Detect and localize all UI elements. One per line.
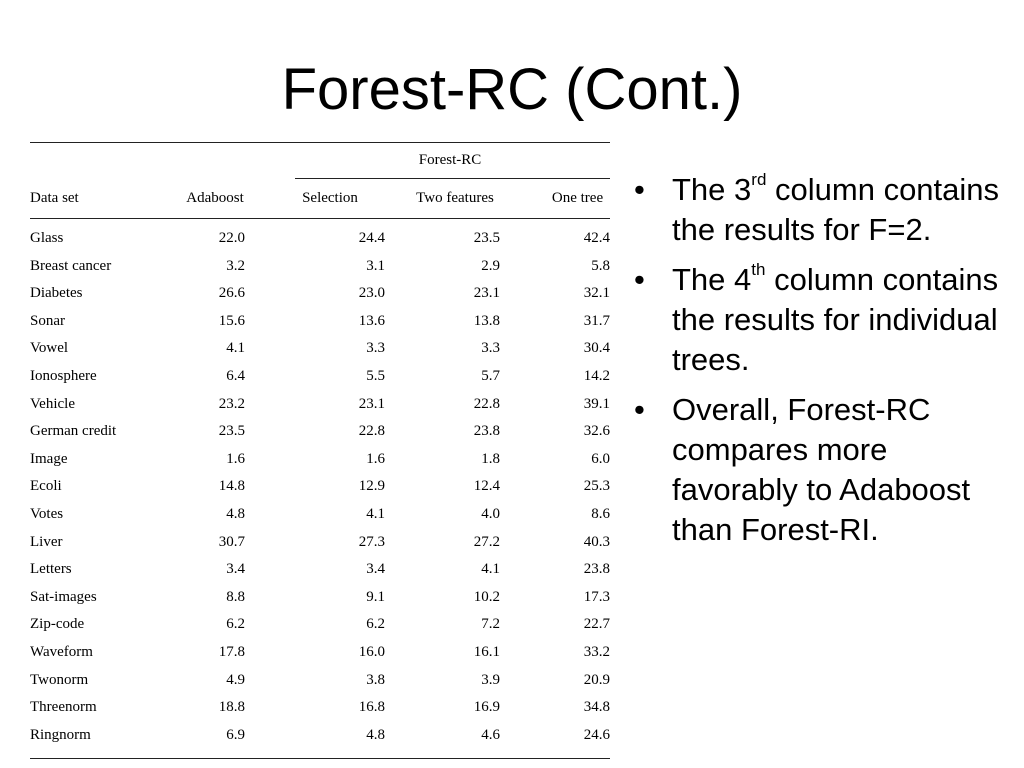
bullet-text: The 3	[672, 172, 752, 207]
error-rate-cell: 1.8	[481, 450, 500, 467]
error-rate-cell: 13.6	[358, 312, 385, 329]
error-rate-cell: 26.6	[218, 285, 245, 302]
error-rate-cell: 18.8	[218, 699, 245, 716]
table-row	[30, 644, 610, 664]
error-rate-cell: 13.8	[473, 312, 500, 329]
dataset-name-cell: Vowel	[30, 340, 69, 357]
error-rate-cell: 22.0	[218, 230, 245, 246]
dataset-name-cell: Zip-code	[30, 616, 85, 633]
dataset-name-cell: Diabetes	[30, 285, 83, 302]
error-rate-cell: 23.5	[473, 230, 500, 246]
table-row	[30, 534, 610, 554]
error-rate-cell: 6.2	[366, 616, 385, 633]
error-rate-cell: 16.9	[473, 699, 500, 716]
error-rate-cell: 23.8	[473, 423, 500, 440]
error-rate-cell: 3.2	[226, 257, 245, 274]
error-rate-cell: 23.1	[473, 285, 500, 302]
table-row	[30, 561, 610, 581]
error-rate-cell: 10.2	[473, 588, 500, 605]
error-rate-cell: 24.4	[358, 230, 385, 246]
error-rate-cell: 9.1	[366, 588, 385, 605]
error-rate-cell: 30.7	[218, 533, 245, 550]
header-two-features: Two features	[416, 190, 494, 206]
bullet-text: Overall, Forest-RC compares more favorably to Adaboost than Forest-RI.	[672, 392, 971, 547]
error-rate-cell: 17.3	[583, 588, 610, 605]
dataset-name-cell: Image	[30, 450, 68, 467]
error-rate-cell: 27.3	[358, 533, 385, 550]
error-rate-cell: 4.8	[366, 726, 385, 743]
error-rate-cell: 16.0	[358, 644, 385, 660]
table-row	[30, 616, 610, 636]
error-rate-cell: 8.6	[591, 506, 610, 522]
bullet-dot-icon: •	[634, 392, 645, 427]
bullet-dot-icon: •	[634, 262, 645, 297]
dataset-name-cell: Breast cancer	[30, 257, 112, 274]
slide-title: Forest-RC (Cont.)	[281, 57, 743, 122]
group-header-rule	[295, 178, 610, 179]
error-rate-cell: 1.6	[366, 450, 385, 467]
bullet-item	[628, 170, 1018, 250]
header-one-tree: One tree	[551, 190, 604, 206]
error-rate-cell: 23.5	[218, 423, 245, 440]
error-rate-cell: 40.3	[583, 533, 610, 550]
results-table	[30, 142, 610, 760]
dataset-name-cell: Twonorm	[30, 671, 89, 688]
error-rate-cell: 14.8	[218, 478, 245, 495]
dataset-name-cell: Sat-images	[30, 588, 97, 605]
header-selection: Selection	[302, 190, 358, 206]
error-rate-cell: 14.2	[583, 368, 610, 384]
table-row	[30, 285, 610, 305]
error-rate-cell: 22.7	[583, 616, 610, 633]
error-rate-cell: 25.3	[583, 478, 610, 495]
dataset-name-cell: Sonar	[30, 312, 65, 329]
dataset-name-cell: Votes	[30, 506, 64, 522]
table-row	[30, 727, 610, 747]
error-rate-cell: 12.4	[473, 478, 500, 495]
dataset-name-cell: Letters	[30, 561, 72, 578]
error-rate-cell: 5.8	[591, 257, 610, 274]
bullet-list	[628, 170, 1018, 560]
table-row	[30, 368, 610, 388]
error-rate-cell: 6.2	[226, 616, 245, 633]
table-row	[30, 423, 610, 443]
table-header-rule	[30, 218, 610, 219]
error-rate-cell: 3.1	[366, 257, 385, 274]
dataset-name-cell: Ecoli	[30, 478, 62, 495]
error-rate-cell: 39.1	[583, 395, 610, 412]
error-rate-cell: 16.1	[473, 644, 500, 660]
error-rate-cell: 32.6	[583, 423, 610, 440]
table-row	[30, 451, 610, 471]
error-rate-cell: 24.6	[583, 726, 610, 743]
error-rate-cell: 15.6	[218, 312, 245, 329]
bullet-dot-icon: •	[634, 172, 645, 207]
table-row	[30, 258, 610, 278]
error-rate-cell: 4.8	[226, 506, 245, 522]
error-rate-cell: 4.0	[481, 506, 500, 522]
error-rate-cell: 5.7	[481, 368, 500, 384]
error-rate-cell: 4.9	[226, 671, 245, 688]
error-rate-cell: 34.8	[583, 699, 610, 716]
bullet-text-rest: column contains the results for F=2.	[672, 172, 1000, 247]
error-rate-cell: 23.0	[358, 285, 385, 302]
error-rate-cell: 31.7	[583, 312, 610, 329]
error-rate-cell: 3.8	[366, 671, 385, 688]
dataset-name-cell: Glass	[30, 230, 64, 246]
error-rate-cell: 20.9	[583, 671, 610, 688]
error-rate-cell: 3.9	[481, 671, 500, 688]
bullet-text-rest: column contains the results for individual trees.	[672, 262, 999, 377]
error-rate-cell: 33.2	[583, 644, 610, 660]
error-rate-cell: 3.3	[366, 340, 385, 357]
bullet-item	[628, 390, 1018, 550]
dataset-name-cell: Ionosphere	[30, 368, 97, 384]
group-header-forest-rc: Forest-RC	[418, 152, 482, 168]
table-row	[30, 313, 610, 333]
error-rate-cell: 23.2	[218, 395, 245, 412]
header-adaboost: Adaboost	[186, 190, 244, 206]
error-rate-cell: 27.2	[473, 533, 500, 550]
bullet-text: The 4	[672, 262, 752, 297]
table-row	[30, 478, 610, 498]
error-rate-cell: 4.1	[481, 561, 500, 578]
dataset-name-cell: Ringnorm	[30, 726, 91, 743]
error-rate-cell: 32.1	[583, 285, 610, 302]
table-row	[30, 589, 610, 609]
dataset-name-cell: Vehicle	[30, 395, 75, 412]
table-row	[30, 396, 610, 416]
table-row	[30, 506, 610, 526]
dataset-name-cell: Threenorm	[30, 699, 97, 716]
bullet-item	[628, 260, 1018, 380]
error-rate-cell: 6.4	[226, 368, 245, 384]
table-row	[30, 672, 610, 692]
error-rate-cell: 16.8	[358, 699, 385, 716]
error-rate-cell: 4.6	[481, 726, 500, 743]
error-rate-cell: 23.1	[358, 395, 385, 412]
table-row	[30, 230, 610, 250]
error-rate-cell: 30.4	[583, 340, 610, 357]
error-rate-cell: 3.4	[366, 561, 385, 578]
error-rate-cell: 12.9	[358, 478, 385, 495]
table-row	[30, 340, 610, 360]
dataset-name-cell: Liver	[30, 533, 63, 550]
error-rate-cell: 5.5	[366, 368, 385, 384]
error-rate-cell: 42.4	[583, 230, 610, 246]
ordinal-suffix: rd	[751, 169, 767, 189]
error-rate-cell: 22.8	[358, 423, 385, 440]
error-rate-cell: 2.9	[481, 257, 500, 274]
table-top-rule	[30, 142, 610, 143]
dataset-name-cell: Waveform	[30, 644, 93, 660]
error-rate-cell: 3.3	[481, 340, 500, 357]
ordinal-suffix: th	[751, 259, 766, 279]
error-rate-cell: 4.1	[366, 506, 385, 522]
error-rate-cell: 6.0	[591, 450, 610, 467]
error-rate-cell: 4.1	[226, 340, 245, 357]
error-rate-cell: 7.2	[481, 616, 500, 633]
table-row	[30, 699, 610, 719]
error-rate-cell: 17.8	[218, 644, 245, 660]
error-rate-cell: 23.8	[583, 561, 610, 578]
error-rate-cell: 8.8	[226, 588, 245, 605]
error-rate-cell: 1.6	[226, 450, 245, 467]
table-bottom-rule	[30, 758, 610, 759]
dataset-name-cell: German credit	[30, 423, 117, 440]
error-rate-cell: 22.8	[473, 395, 500, 412]
error-rate-cell: 6.9	[226, 726, 245, 743]
header-data-set: Data set	[30, 190, 79, 206]
error-rate-cell: 3.4	[226, 561, 245, 578]
